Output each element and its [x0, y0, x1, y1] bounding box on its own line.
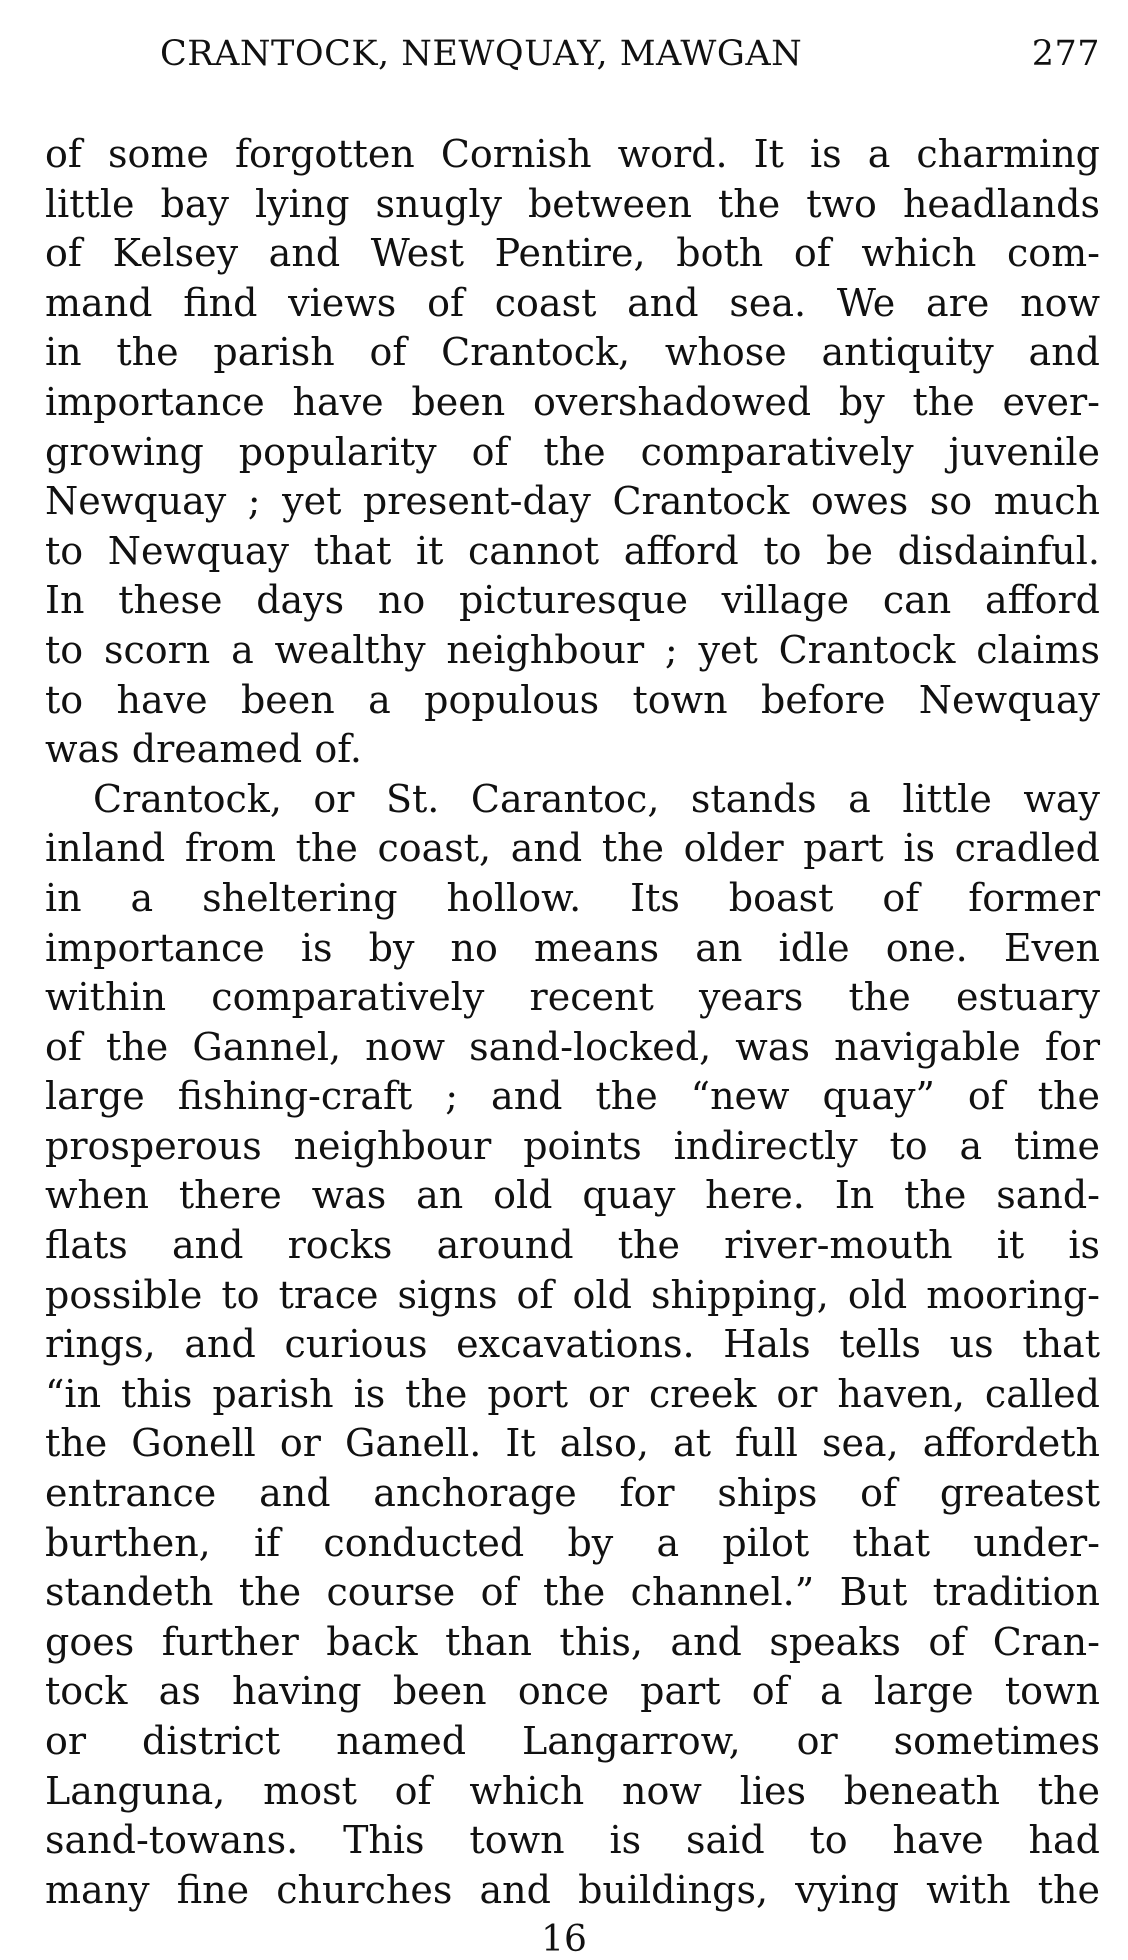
text-line: possible to trace signs of old shipping, old mooring-	[45, 1272, 1100, 1317]
text-line: Crantock, or St. Carantoc, stands a little way	[93, 776, 1100, 821]
text-line: in a sheltering hollow. Its boast of former	[45, 875, 1100, 920]
text-line: within comparatively recent years the estuary	[45, 975, 1100, 1020]
text-line: mand find views of coast and sea. We are now	[45, 280, 1100, 325]
text-line: tock as having been once part of a large town	[45, 1669, 1100, 1714]
text-line: sand-towans. This town is said to have had	[45, 1818, 1100, 1863]
text-line: importance is by no means an idle one. Even	[45, 925, 1100, 970]
text-line: growing popularity of the comparatively juvenile	[45, 429, 1100, 474]
text-line: to scorn a wealthy neighbour ; yet Crantock claims	[45, 627, 1100, 672]
page-number: 277	[1031, 34, 1100, 74]
text-line: flats and rocks around the river-mouth it is	[45, 1223, 1100, 1268]
text-line: or district named Langarrow, or sometimes	[45, 1719, 1100, 1763]
text-line: prosperous neighbour points indirectly to a time	[45, 1123, 1100, 1168]
text-line: Languna, most of which now lies beneath the	[45, 1768, 1100, 1813]
text-line: of Kelsey and West Pentire, both of which com-	[45, 231, 1100, 276]
text-line: to have been a populous town before Newquay	[45, 677, 1100, 722]
text-line: in the parish of Crantock, whose antiquity and	[45, 330, 1100, 375]
running-title: CRANTOCK, NEWQUAY, MAWGAN	[160, 34, 803, 74]
text-line: burthen, if conducted by a pilot that under-	[45, 1520, 1100, 1565]
text-line: of some forgotten Cornish word. It is a charming	[45, 132, 1100, 176]
text-line: many fine churches and buildings, vying with the	[45, 1867, 1100, 1912]
text-line: little bay lying snugly between the two headlands	[45, 181, 1100, 226]
body-text	[45, 130, 1100, 1915]
text-line: In these days no picturesque village can afford	[45, 578, 1100, 623]
text-line: Newquay ; yet present-day Crantock owes so much	[45, 479, 1100, 524]
text-line: of the Gannel, now sand-locked, was navigable for	[45, 1024, 1100, 1069]
text-line: entrance and anchorage for ships of greatest	[45, 1471, 1100, 1516]
text-line: to Newquay that it cannot afford to be disdainful.	[45, 528, 1100, 573]
text-line: goes further back than this, and speaks of Cran-	[45, 1619, 1100, 1664]
text-line: inland from the coast, and the older part is cradled	[45, 826, 1100, 871]
text-line: large fishing-craft ; and the “new quay” of the	[45, 1074, 1100, 1119]
text-line: standeth the course of the channel.” But tradition	[45, 1570, 1100, 1615]
text-line: was dreamed of.	[45, 727, 362, 772]
signature-mark: 16	[541, 1919, 587, 1960]
text-line: “in this parish is the port or creek or haven, called	[45, 1371, 1100, 1416]
text-line: importance have been overshadowed by the ever-	[45, 379, 1100, 424]
text-line: when there was an old quay here. In the sand-	[45, 1173, 1100, 1218]
text-line: rings, and curious excavations. Hals tells us that	[45, 1322, 1100, 1367]
running-head	[160, 34, 1100, 84]
text-line: the Gonell or Ganell. It also, at full sea, affordeth	[45, 1421, 1100, 1466]
